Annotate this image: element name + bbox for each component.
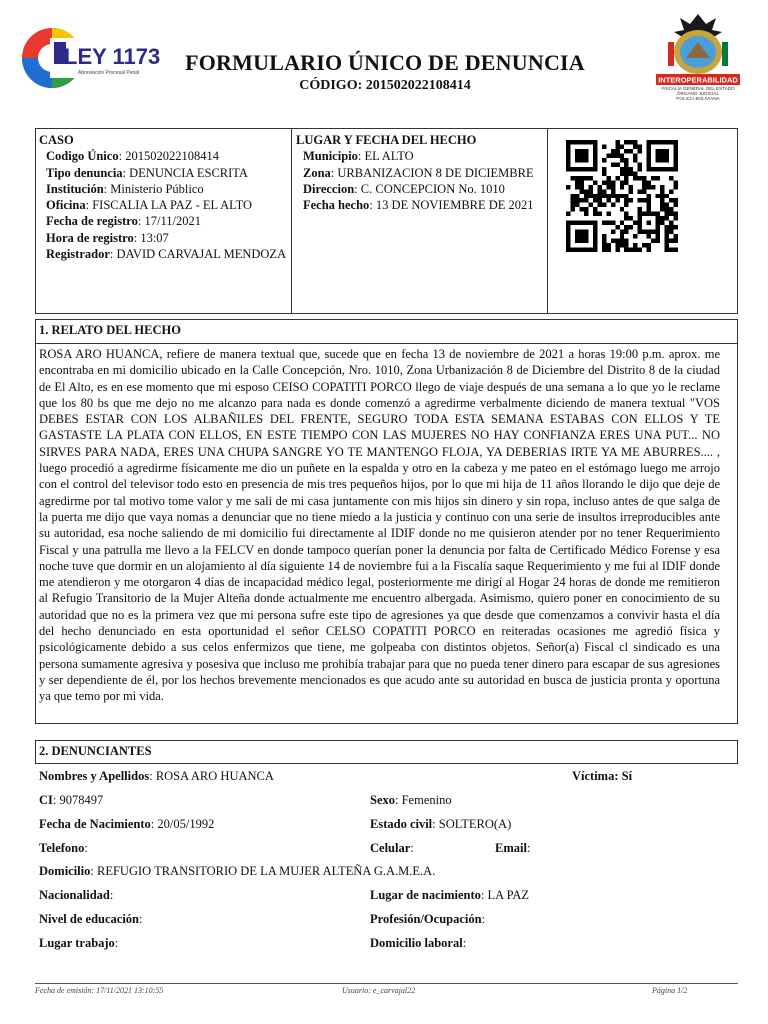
svg-text:FISCALÍA GENERAL DEL ESTADO: FISCALÍA GENERAL DEL ESTADO bbox=[661, 86, 735, 91]
lugar-section bbox=[296, 132, 544, 213]
domicilio-field: Domicilio: REFUGIO TRANSITORIO DE LA MUJER ALTEÑA G.A.M.E.A. bbox=[39, 864, 436, 878]
ci-field: CI: 9078497 bbox=[39, 793, 104, 807]
svg-text:INTEROPERABILIDAD: INTEROPERABILIDAD bbox=[658, 75, 738, 85]
svg-text:POLICÍA BOLIVIANA: POLICÍA BOLIVIANA bbox=[676, 96, 720, 101]
domicilio-laboral-field: Domicilio laboral: bbox=[370, 936, 467, 950]
fecha-hecho: Fecha hecho: 13 DE NOVIEMBRE DE 2021 bbox=[303, 198, 534, 213]
relato-heading: 1. RELATO DEL HECHO bbox=[39, 323, 181, 337]
institucion: Institución: Ministerio Público bbox=[46, 181, 204, 196]
telefono-field: Telefono: bbox=[39, 841, 88, 855]
interoperabilidad-logo bbox=[648, 12, 748, 100]
oficina: Oficina: FISCALIA LA PAZ - EL ALTO bbox=[46, 198, 253, 213]
zona: Zona: URBANIZACION 8 DE DICIEMBRE bbox=[303, 165, 534, 180]
nombres-field: Nombres y Apellidos: ROSA ARO HUANCA bbox=[39, 769, 274, 783]
sexo-field: Sexo: Femenino bbox=[370, 793, 452, 807]
lugar-heading: LUGAR Y FECHA DEL HECHO bbox=[296, 133, 477, 147]
email-field: Email: bbox=[495, 841, 531, 855]
nacimiento-field: Fecha de Nacimiento: 20/05/1992 bbox=[39, 817, 215, 831]
relato-text: ROSA ARO HUANCA, refiere de manera textual que, sucede que en fecha 13 de noviembre de 2021 a horas 19:00 p.m. aprox. me encontraba en mi domicilio ubicado en la Calle Concepción, Nro. 1010, Zona Urbanización 8 de Diciembre del Distrito 8 de la ciudad de El Alto, es en ese momento que mi esposo CEISO COPATITI PORCO llego de viaje después de una semana a lo que yo le reclame que los 80 bs que me dejo no me alcanzo para nada es donde comenzó a agredirme verbalmente diciendo de manera textual "VOS DEBES ESTAR CON LOS ALBAÑILES DEL FRENTE, SEGURO TODA ESTA SEMANA ESTABAS CON ELLOS Y TE GASTASTE LA PLATA CON ELLOS, EN ESTE TIEMPO CON LAS MUJERES NO HAY CONFIANZA ERES UNA PUT... NO SIRVES PARA NADA, ERES UNA CHUPA SANGRE YO TE MANTENGO FLOJA, YA DEBERIAS IRTE YA ME ABURRES.... , luego procedió a agredirme físicamente me dio un puñete en la espalda y otro en la cabeza y me pateo en el estómago luego me arrojo con el control del televisor todo esto en presencia de mis tres pequeños hijos, por lo que mi hija de 11 años llorando le dijo que deje de agredirme por tal motivo tome valor y me sali de mi casa juntamente con mis hijos sin dinero y sin ropa, incluso antes de que salga de la puerta me dijo que vaya nomas a denunciar que no tiene miedo a la justicia y continuo con una serie de insultos irreproducibles ante su autoridad, esa noche saliendo de mi domicilio fui directamente al IDIF donde no me quisieron atender por no tener Requerimiento Fiscal y una patrulla me llevo a la FELCV en donde tampoco querían poner la denuncia por falta de Certificado Médico Forense y esa noche tuve que dormir en un alojamiento al día siguiente 14 de noviembre fui a la Fiscalía saque Requerimiento y me fui al IDIF donde me atendieron y me otorgaron 4 días de incapacidad médico legal, posteriormente me dirigí al Hogar 24 horas de donde me remitieron al Refugio Transitorio de la Mujer Alteña donde actualmente me encuentro albergada. Asimismo, quiero poner en conocimiento de su autoridad que no es la primera vez que mi persona sufre este tipo de agresiones ya que desde que comenzamos a convivir hasta el día del hecho denunciado en esta oportunidad el señor CELSO COPATITI PORCO en reiteradas ocasiones me agredió física y psicológicamente debido a sus celos enfermizos que tiene, me golpeaba con distintos objetos. Señor(a) Fiscal cl sindicado es una persona sumamente agresiva y posesiva que incluso me prohibía trabajar para que no pueda tener dinero para escapar de sus agresiones y ser dependiente de él, por los hechos brevemente mencionados es que acudo ante su autoridad en busca de justicia pronta y oportuna ya que temo por mi vida. bbox=[39, 347, 720, 704]
form-code: CÓDIGO: 201502022108414 bbox=[299, 78, 471, 93]
footer-emision: Fecha de emisión: 17/11/2021 13:10:55 bbox=[35, 986, 164, 995]
municipio: Municipio: EL ALTO bbox=[303, 149, 414, 164]
codigo-unico: Codigo Único: 201502022108414 bbox=[46, 149, 219, 164]
footer-pagina: Página 1/2 bbox=[652, 986, 688, 995]
educacion-field: Nivel de educación: bbox=[39, 912, 143, 926]
svg-text:LEY 1173: LEY 1173 bbox=[64, 44, 161, 69]
nacionalidad-field: Nacionalidad: bbox=[39, 888, 114, 902]
lugar-nacimiento-field: Lugar de nacimiento: LA PAZ bbox=[370, 888, 530, 902]
caso-heading: CASO bbox=[39, 133, 74, 147]
ley-1173-logo bbox=[20, 22, 161, 92]
victima-field: Víctima: Sí bbox=[572, 769, 633, 783]
lugar-trabajo-field: Lugar trabajo: bbox=[39, 936, 119, 950]
profesion-field: Profesión/Ocupación: bbox=[370, 912, 486, 926]
caso-section bbox=[39, 132, 289, 262]
tipo-denuncia: Tipo denuncia: DENUNCIA ESCRITA bbox=[46, 165, 248, 180]
footer-usuario: Usuario: e_carvajal22 bbox=[342, 986, 416, 995]
hora-registro: Hora de registro: 13:07 bbox=[46, 230, 169, 245]
divider bbox=[291, 128, 292, 314]
svg-text:Abreviación Procesal Penal: Abreviación Procesal Penal bbox=[78, 70, 140, 76]
celular-field: Celular: bbox=[370, 841, 414, 855]
svg-text:ÓRGANO JUDICIAL: ÓRGANO JUDICIAL bbox=[676, 91, 720, 96]
divider bbox=[547, 128, 548, 314]
denunciantes-heading: 2. DENUNCIANTES bbox=[39, 744, 152, 758]
registrador: Registrador: DAVID CARVAJAL MENDOZA bbox=[46, 247, 287, 262]
divider bbox=[35, 343, 738, 344]
form-title: FORMULARIO ÚNICO DE DENUNCIA bbox=[185, 50, 585, 75]
direccion: Direccion: C. CONCEPCION No. 1010 bbox=[303, 181, 505, 196]
estado-civil-field: Estado civil: SOLTERO(A) bbox=[370, 817, 512, 831]
footer-divider bbox=[35, 983, 738, 984]
qr-code bbox=[566, 140, 678, 252]
fecha-registro: Fecha de registro: 17/11/2021 bbox=[46, 214, 201, 229]
